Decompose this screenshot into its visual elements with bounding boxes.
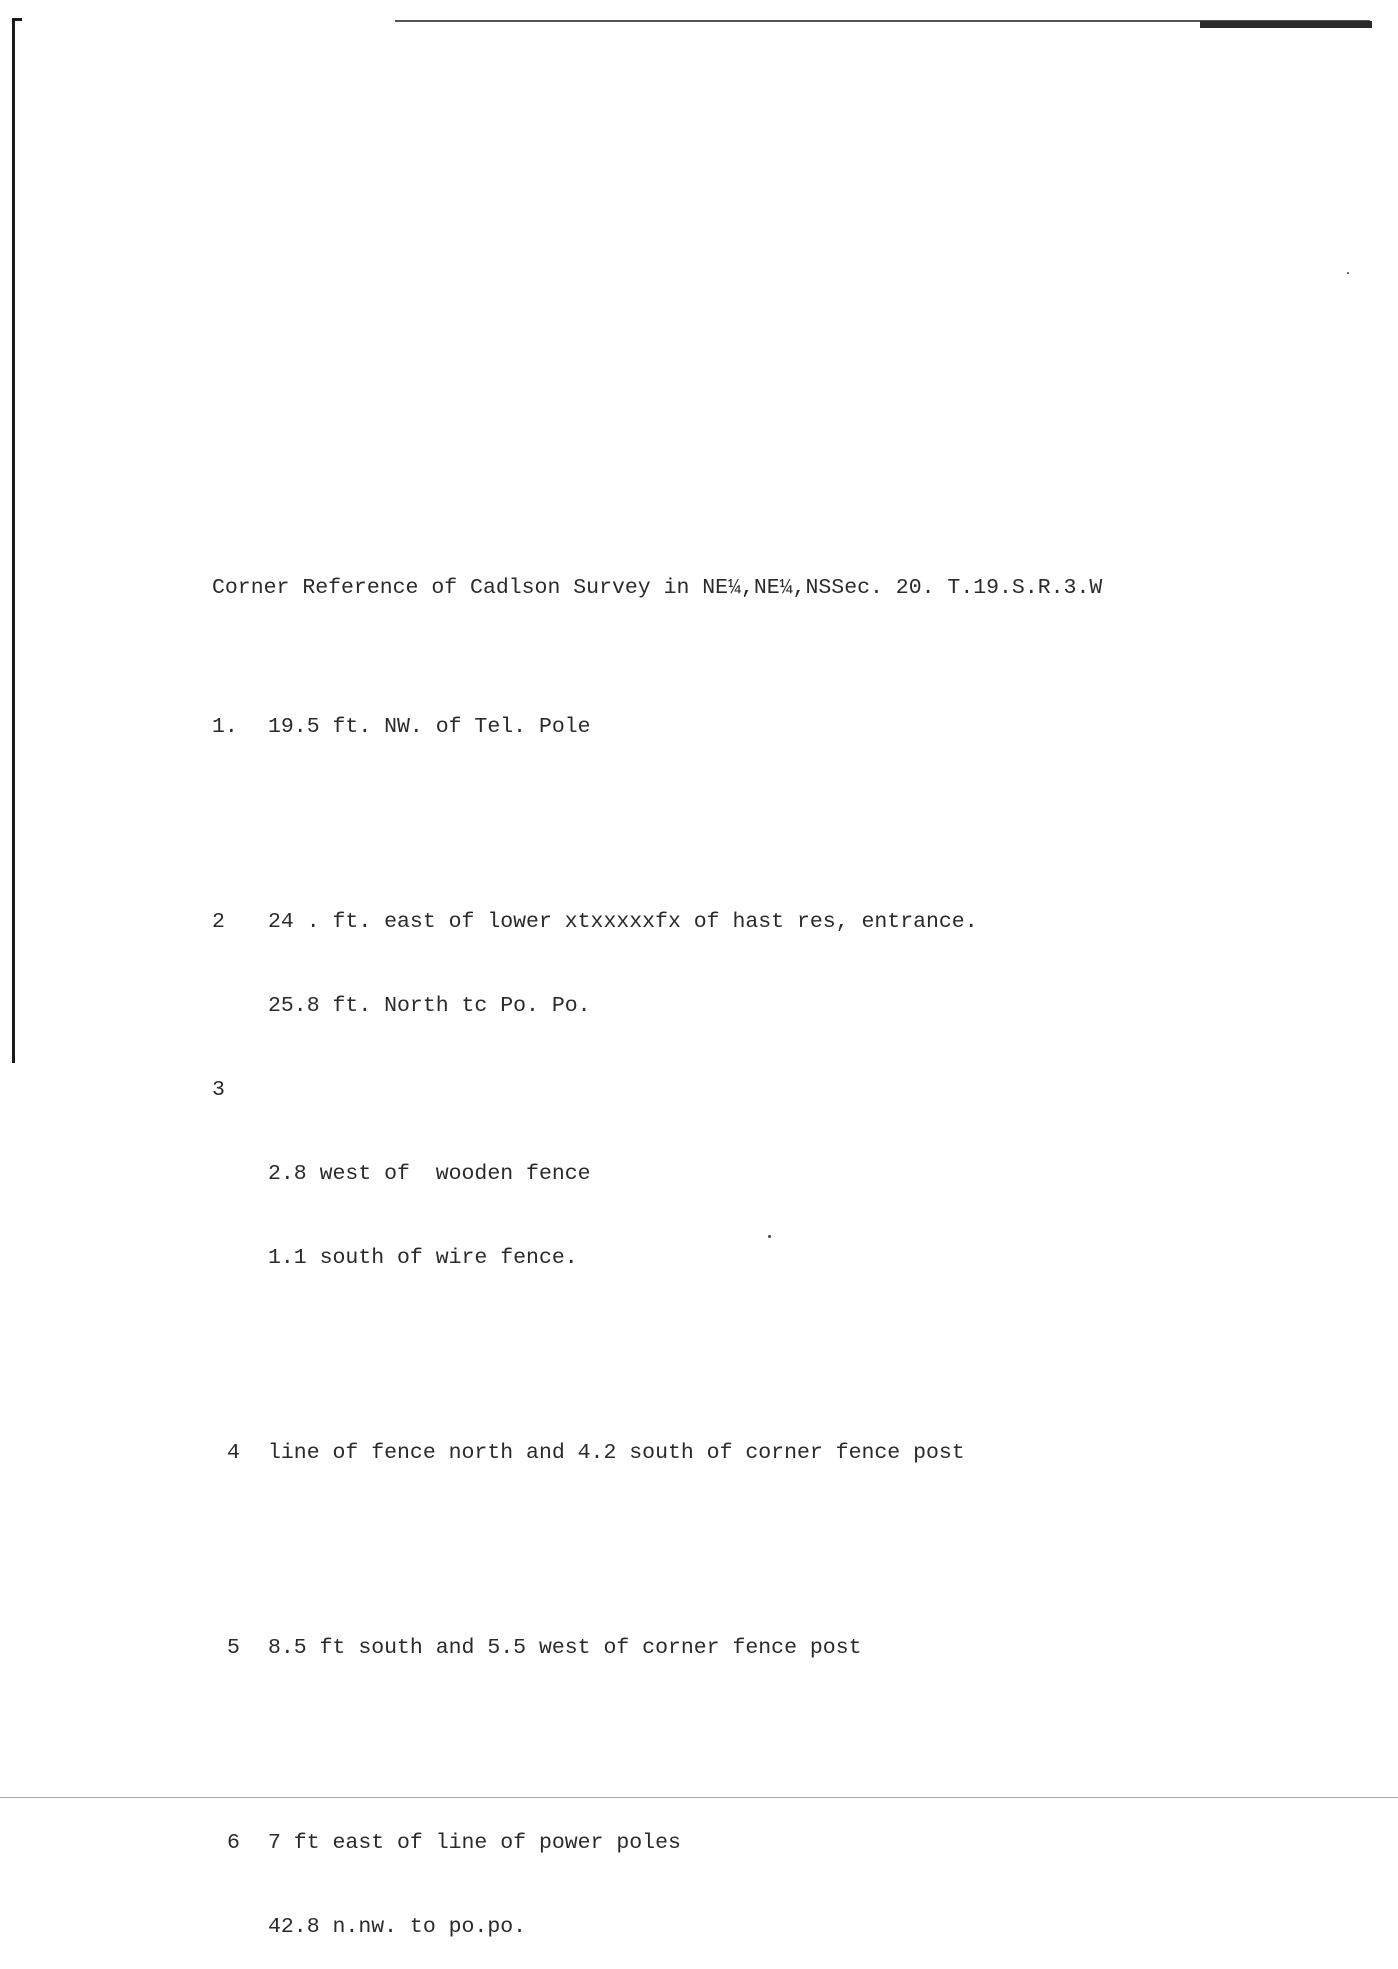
entry-1 <box>212 713 1212 741</box>
document-title: Corner Reference of Cadlson Survey in NE¼,NE¼,NSSec. 20. T.19.S.R.3.W <box>212 576 1103 600</box>
entry-number: 1. <box>212 715 238 739</box>
entry-4 <box>212 1439 1212 1467</box>
entry-3-continued: 1.1 south of wire fence. <box>268 1246 578 1270</box>
entry-text: 19.5 ft. NW. of Tel. Pole <box>268 715 591 739</box>
entry-number: 4 <box>227 1441 240 1465</box>
scan-speck <box>1347 272 1349 274</box>
entry-3: 2.8 west of wooden fence <box>268 1162 591 1186</box>
entry-2 <box>212 908 1212 936</box>
page-left-edge-tick <box>12 18 22 21</box>
entry-text: 7 ft east of line of power poles <box>268 1831 681 1855</box>
page-top-edge-shadow <box>1200 21 1372 28</box>
entry-6-continued: 42.8 n.nw. to po.po. <box>268 1915 527 1939</box>
typed-document <box>212 518 1212 1969</box>
entry-5 <box>212 1634 1212 1662</box>
entry-2-continued: 25.8 ft. North tc Po. Po. <box>268 994 591 1018</box>
entry-number: 6 <box>227 1831 240 1855</box>
entry-number: 5 <box>227 1636 240 1660</box>
entry-number: 2 <box>212 910 225 934</box>
page-left-edge <box>12 18 15 1063</box>
entry-text: 8.5 ft south and 5.5 west of corner fence post <box>268 1636 862 1660</box>
entry-6 <box>212 1829 1212 1857</box>
entry-text: 24 . ft. east of lower xtxxxxxfx of hast res, entrance. <box>268 910 978 934</box>
entry-number: 3 <box>212 1078 225 1102</box>
entry-text: line of fence north and 4.2 south of corner fence post <box>268 1441 965 1465</box>
entry-3-number-line <box>212 1076 1212 1104</box>
